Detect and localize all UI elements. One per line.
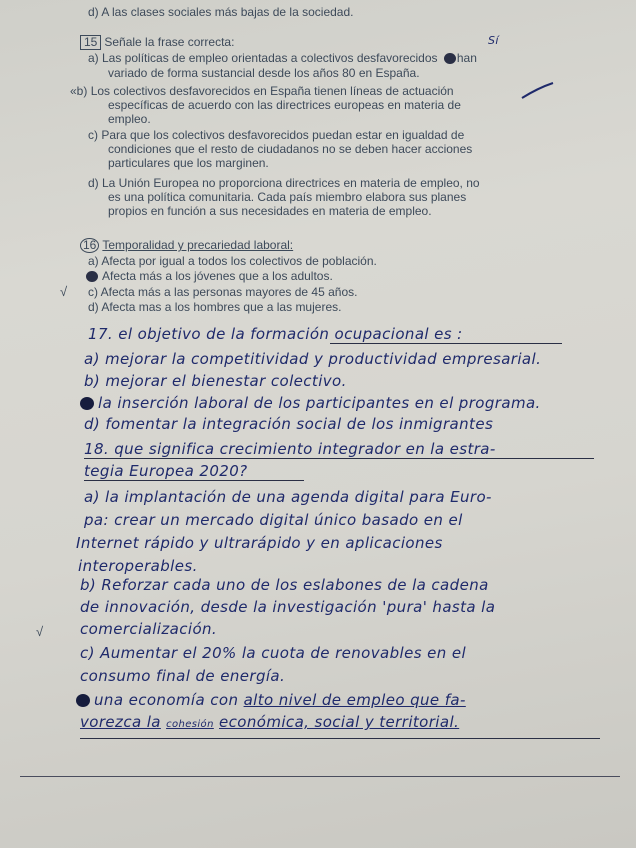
filled-circle-mark bbox=[80, 397, 94, 410]
q18-option-d-underline bbox=[80, 738, 600, 739]
q18-option-a-cont2: Internet rápido y ultrarápido y en aplicaciones bbox=[76, 534, 443, 552]
q18-title-underline bbox=[84, 458, 594, 459]
q16-option-d: d) Afecta mas a los hombres que a las mujeres. bbox=[88, 300, 342, 314]
q15-option-d-cont2: propios en función a sus necesidades en materia de empleo. bbox=[108, 204, 432, 218]
filled-circle-mark bbox=[76, 694, 90, 707]
q17-option-d: d) fomentar la integración social de los inmigrantes bbox=[84, 415, 494, 433]
q16-option-a: a) Afecta por igual a todos los colectivos de población. bbox=[88, 254, 377, 268]
q18-option-d-underlined-2: económica, social y territorial. bbox=[219, 713, 460, 731]
q18-option-b-cont1: de innovación, desde la investigación 'pura' hasta la bbox=[80, 598, 496, 616]
q18-option-d-small: cohesión bbox=[166, 719, 214, 730]
q18-option-d-cont-text: vorezca la bbox=[80, 713, 161, 731]
q17-option-c bbox=[80, 394, 541, 412]
q15-option-a-cont: variado de forma sustancial desde los años 80 en España. bbox=[108, 66, 420, 80]
q16-header bbox=[80, 238, 293, 253]
q15-note: Sí bbox=[488, 34, 499, 47]
q18-option-b: b) Reforzar cada uno de los eslabones de la cadena bbox=[80, 576, 489, 594]
q15-option-c-cont1: condiciones que el resto de ciudadanos no se deben hacer acciones bbox=[108, 142, 473, 156]
q18-option-d bbox=[76, 691, 466, 709]
q17-option-a: a) mejorar la competitividad y productividad empresarial. bbox=[84, 350, 542, 368]
q15-option-a bbox=[88, 52, 477, 65]
q14-option-d: d) A las clases sociales más bajas de la sociedad. bbox=[88, 5, 354, 19]
q18-option-c-cont1: consumo final de energía. bbox=[80, 667, 286, 685]
q18-option-c: c) Aumentar el 20% la cuota de renovables en el bbox=[80, 644, 467, 662]
checkmark-icon: √ bbox=[36, 624, 44, 639]
page-end-rule bbox=[20, 776, 620, 777]
q15-header bbox=[80, 35, 234, 50]
q15-option-b-text: Los colectivos desfavorecidos en España tienen líneas de actuación bbox=[90, 84, 454, 98]
checkmark-icon: √ bbox=[60, 284, 68, 299]
q15-option-a-text: a) Las políticas de empleo orientadas a colectivos desfavorecidos bbox=[88, 51, 438, 65]
q18-option-d-text: una economía con bbox=[94, 691, 239, 709]
q16-option-b-text: Afecta más a los jóvenes que a los adultos. bbox=[102, 269, 333, 283]
q15-option-b-cont2: empleo. bbox=[108, 112, 151, 126]
q18-option-d-underlined: alto nivel de empleo que fa- bbox=[243, 691, 466, 709]
q18-option-b-cont2: comercialización. bbox=[80, 620, 218, 638]
q18-title-line2: tegia Europea 2020? bbox=[84, 462, 248, 480]
q15-option-c-cont2: particulares que los marginen. bbox=[108, 156, 269, 170]
q16-option-c: c) Afecta más a las personas mayores de 45 años. bbox=[88, 285, 358, 299]
pen-stroke-mark bbox=[520, 80, 556, 102]
q18-option-d-cont bbox=[80, 713, 459, 731]
q17-title: 17. el objetivo de la formación ocupacional es : bbox=[88, 325, 463, 343]
q15-option-b-cont1: específicas de acuerdo con las directrices europeas en materia de bbox=[108, 98, 461, 112]
filled-circle-mark bbox=[444, 53, 456, 64]
q17-option-c-text: la inserción laboral de los participantes en el programa. bbox=[98, 394, 541, 412]
q15-option-d-cont1: es una política comunitaria. Cada país miembro elabora sus planes bbox=[108, 190, 467, 204]
q18-title-underline-2 bbox=[84, 480, 304, 481]
q15-option-b-prefix: «b) bbox=[70, 84, 88, 98]
q15-title: Señale la frase correcta: bbox=[104, 35, 235, 49]
q17-option-b: b) mejorar el bienestar colectivo. bbox=[84, 372, 347, 390]
q15-option-c: c) Para que los colectivos desfavorecidos puedan estar en igualdad de bbox=[88, 128, 465, 142]
q15-option-d: d) La Unión Europea no proporciona directrices en materia de empleo, no bbox=[88, 176, 480, 190]
q18-option-a-cont3: interoperables. bbox=[78, 557, 198, 575]
q17-title-underline bbox=[330, 343, 562, 344]
q18-option-a-cont1: pa: crear un mercado digital único basado en el bbox=[84, 511, 463, 529]
q16-title: Temporalidad y precariedad laboral: bbox=[102, 238, 294, 252]
q16-option-b bbox=[86, 270, 333, 283]
q18-option-a: a) la implantación de una agenda digital para Euro- bbox=[84, 488, 492, 506]
q16-number: 16 bbox=[80, 238, 99, 253]
q15-number: 15 bbox=[80, 35, 101, 50]
q18-title-line1: 18. que significa crecimiento integrador en la estra- bbox=[84, 440, 496, 458]
q15-option-a-end: han bbox=[456, 51, 477, 65]
q15-option-b bbox=[70, 85, 454, 98]
filled-circle-mark bbox=[86, 271, 98, 282]
